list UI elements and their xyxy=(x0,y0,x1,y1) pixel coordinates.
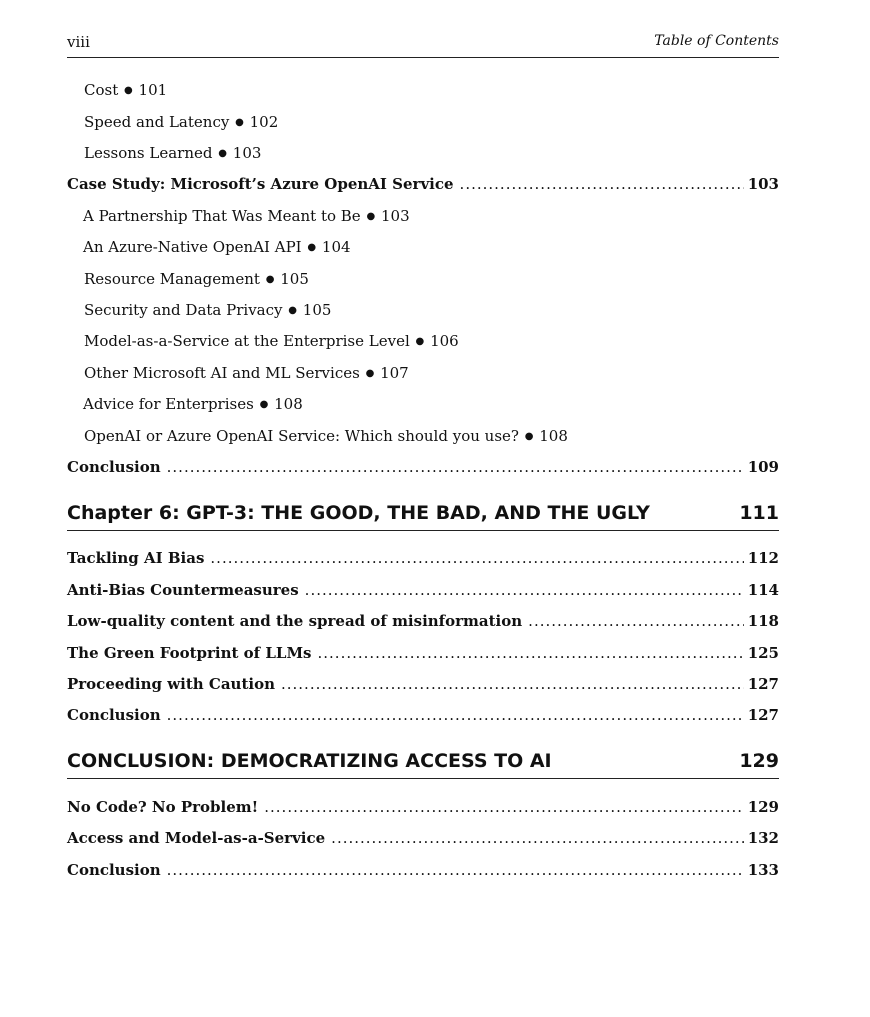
bullet-icon: ● xyxy=(307,242,317,253)
toc-subentry-title: OpenAI or Azure OpenAI Service: Which should you use? xyxy=(84,427,519,445)
toc-entry-page: 125 xyxy=(747,644,779,662)
toc-entry-title: Low-quality content and the spread of misinformation xyxy=(67,612,523,630)
toc-entry[interactable] xyxy=(67,644,779,662)
toc-entry-page: 114 xyxy=(747,581,779,599)
toc-entry-title: Conclusion xyxy=(67,861,161,879)
toc-entry[interactable] xyxy=(67,581,779,599)
toc-subentry-page: 105 xyxy=(280,270,309,288)
toc-entry-page: 127 xyxy=(747,706,779,724)
toc-subentry-page: 104 xyxy=(321,238,351,256)
toc-subentry[interactable] xyxy=(84,144,261,162)
toc-entry-page: 109 xyxy=(747,458,779,476)
toc-subentry-page: 108 xyxy=(539,427,568,445)
running-title: Table of Contents xyxy=(654,33,779,49)
bullet-icon: ● xyxy=(366,211,376,222)
leader-dots xyxy=(305,581,744,599)
bullet-icon: ● xyxy=(235,117,244,128)
toc-entry-page: 112 xyxy=(747,549,779,567)
toc-subentry-title: Advice for Enterprises xyxy=(83,395,254,413)
toc-subentry-page: 103 xyxy=(232,144,262,162)
toc-subentry[interactable] xyxy=(84,81,167,99)
toc-subentry-title: Lessons Learned xyxy=(84,144,213,162)
toc-subentry-page: 105 xyxy=(302,301,332,319)
toc-entry-title: Access and Model-as-a-Service xyxy=(67,829,326,847)
toc-subentry-page: 101 xyxy=(138,81,168,99)
toc-subentry-title: Other Microsoft AI and ML Services xyxy=(84,364,360,382)
leader-dots xyxy=(331,829,744,847)
leader-dots xyxy=(264,798,743,816)
toc-entry-title: Conclusion xyxy=(67,706,161,724)
leader-dots xyxy=(210,549,743,567)
toc-subentry[interactable] xyxy=(84,270,309,288)
toc-entry[interactable] xyxy=(67,829,779,847)
toc-entry-conclusion[interactable] xyxy=(67,458,779,476)
toc-subentry-title: Security and Data Privacy xyxy=(84,301,283,319)
toc-subentry-title: Speed and Latency xyxy=(84,113,230,131)
toc-subentry-title: An Azure-Native OpenAI API xyxy=(83,238,302,256)
toc-entry-page: 129 xyxy=(747,798,779,816)
toc-entry[interactable] xyxy=(67,861,779,879)
toc-subentry-page: 106 xyxy=(430,332,459,350)
page-number: viii xyxy=(67,33,90,51)
toc-subentry[interactable] xyxy=(84,332,459,350)
toc-subentry[interactable] xyxy=(84,427,568,445)
toc-entry[interactable] xyxy=(67,675,779,693)
toc-subentry-title: A Partnership That Was Meant to Be xyxy=(83,207,361,225)
leader-dots xyxy=(528,612,744,630)
toc-entry-title: Tackling AI Bias xyxy=(67,549,205,567)
toc-subentry-page: 108 xyxy=(274,395,303,413)
bullet-icon: ● xyxy=(288,305,298,316)
toc-entry-title: Case Study: Microsoft’s Azure OpenAI Service xyxy=(67,175,454,193)
leader-dots xyxy=(460,175,744,193)
bullet-icon: ● xyxy=(365,368,375,379)
leader-dots xyxy=(167,861,744,879)
toc-subentry-title: Resource Management xyxy=(84,270,260,288)
chapter-page: 111 xyxy=(739,502,779,524)
chapter-heading[interactable] xyxy=(67,503,779,531)
toc-subentry[interactable] xyxy=(83,395,303,413)
toc-subentry[interactable] xyxy=(84,113,278,131)
toc-entry-page: 133 xyxy=(747,861,779,879)
toc-subentry[interactable] xyxy=(83,207,410,225)
leader-dots xyxy=(318,644,744,662)
bullet-icon: ● xyxy=(218,148,227,159)
toc-subentry-page: 102 xyxy=(249,113,279,131)
toc-entry[interactable] xyxy=(67,549,779,567)
toc-entry-page: 132 xyxy=(747,829,779,847)
toc-subentry-page: 107 xyxy=(380,364,409,382)
toc-entry-title: Proceeding with Caution xyxy=(67,675,275,693)
toc-entry-case-study[interactable] xyxy=(67,175,779,193)
chapter-heading[interactable] xyxy=(67,751,779,779)
toc-entry-page: 103 xyxy=(747,175,779,193)
chapter-title: Chapter 6: GPT-3: THE GOOD, THE BAD, AND THE UGLY xyxy=(67,502,650,524)
toc-entry-title: Conclusion xyxy=(67,458,161,476)
leader-dots xyxy=(281,675,744,693)
toc-entry-title: Anti-Bias Countermeasures xyxy=(67,581,299,599)
toc-subentry[interactable] xyxy=(83,238,351,256)
toc-entry[interactable] xyxy=(67,798,779,816)
toc-subentry-page: 103 xyxy=(380,207,410,225)
bullet-icon: ● xyxy=(524,431,534,442)
leader-dots xyxy=(167,706,744,724)
toc-entry[interactable] xyxy=(67,612,779,630)
bullet-icon: ● xyxy=(415,336,425,347)
chapter-page: 129 xyxy=(739,750,779,772)
toc-subentry[interactable] xyxy=(84,364,409,382)
toc-subentry-title: Model-as-a-Service at the Enterprise Level xyxy=(84,332,410,350)
toc-entry[interactable] xyxy=(67,706,779,724)
chapter-title: CONCLUSION: DEMOCRATIZING ACCESS TO AI xyxy=(67,750,552,772)
toc-entry-page: 127 xyxy=(747,675,779,693)
page-header xyxy=(67,31,779,58)
toc-entry-title: The Green Footprint of LLMs xyxy=(67,644,312,662)
toc-subentry-title: Cost xyxy=(84,81,119,99)
bullet-icon: ● xyxy=(259,399,269,410)
toc-entry-title: No Code? No Problem! xyxy=(67,798,259,816)
bullet-icon: ● xyxy=(265,274,275,285)
bullet-icon: ● xyxy=(124,85,133,96)
leader-dots xyxy=(167,458,744,476)
toc-subentry[interactable] xyxy=(84,301,331,319)
toc-entry-page: 118 xyxy=(747,612,779,630)
